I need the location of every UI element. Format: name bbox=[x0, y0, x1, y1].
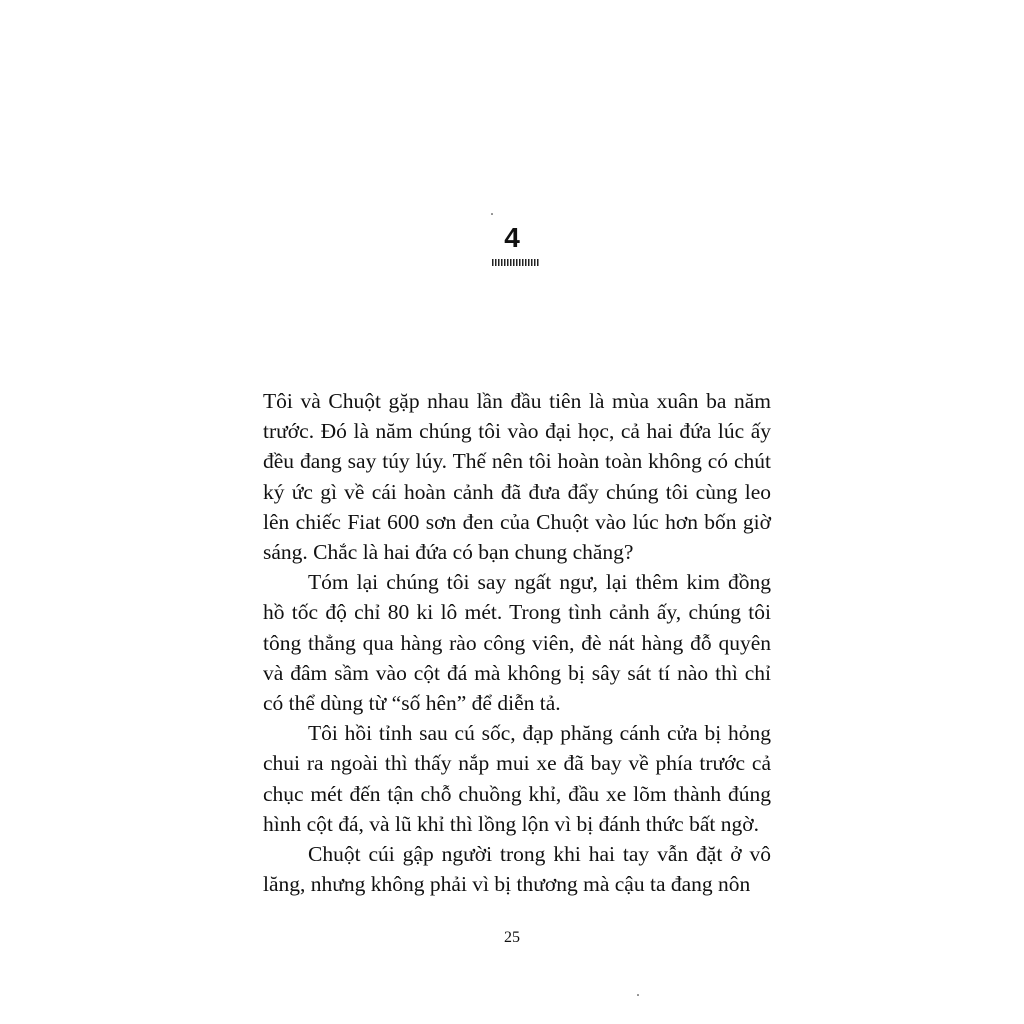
page-number: 25 bbox=[504, 929, 520, 946]
chapter-ornament bbox=[492, 259, 540, 266]
paragraph: Tôi hồi tỉnh sau cú sốc, đạp phăng cánh cửa bị hỏng chui ra ngoài thì thấy nắp mui xe đã bay về phía trước cả chục mét đến tận chỗ chuồng khỉ, đầu xe lõm thành đúng hình cột đá, và lũ khỉ thì lồng lộn vì bị đánh thức bất ngờ. bbox=[263, 721, 771, 836]
chapter-number: 4 bbox=[504, 222, 520, 253]
paragraph: Chuột cúi gập người trong khi hai tay vẫn đặt ở vô lăng, nhưng không phải vì bị thương mà cậu ta đang nôn bbox=[263, 842, 771, 897]
paragraph: Tôi và Chuột gặp nhau lần đầu tiên là mùa xuân ba năm trước. Đó là năm chúng tôi vào đại học, cả hai đứa lúc ấy đều đang say túy lúy. Thế nên tôi hoàn toàn không có chút ký ức gì về cái hoàn cảnh đã đưa đẩy chúng tôi cùng leo lên chiếc Fiat 600 sơn đen của Chuột vào lúc hơn bốn giờ sáng. Chắc là hai đứa có bạn chung chăng? bbox=[263, 389, 771, 565]
dust-speck bbox=[637, 994, 639, 996]
dust-speck bbox=[491, 213, 493, 215]
paragraph: Tóm lại chúng tôi say ngất ngư, lại thêm kim đồng hồ tốc độ chỉ 80 ki lô mét. Trong tình cảnh ấy, chúng tôi tông thẳng qua hàng rào công viên, đè nát hàng đỗ quyên và đâm sầm vào cột đá mà không bị sây sát tí nào thì chỉ có thể dùng từ “số hên” để diễn tả. bbox=[263, 570, 771, 716]
body-text bbox=[263, 386, 771, 899]
